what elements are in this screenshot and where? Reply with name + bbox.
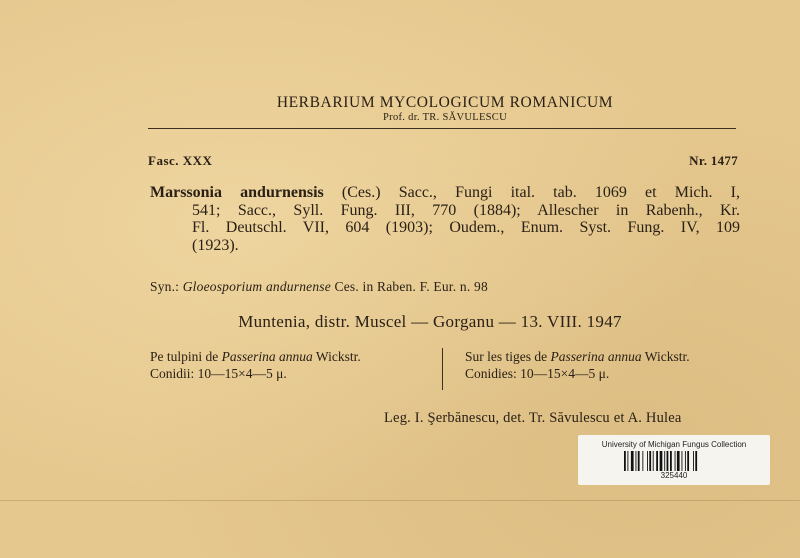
conidia-fr: Conidies: 10—15×4—5 μ. — [465, 366, 610, 381]
citation-line-1: (Ces.) Sacc., Fungi ital. tab. 1069 et Mich. I, — [323, 184, 740, 201]
citation-line-2: 541; Sacc., Syll. Fung. III, 770 (1884); Allescher in Rabenh., Kr. — [192, 201, 740, 219]
conidia-ro: Conidii: 10—15×4—5 μ. — [150, 366, 287, 381]
herbarium-title: HERBARIUM MYCOLOGICUM ROMANICUM — [276, 94, 614, 111]
herbarium-subtitle: Prof. dr. TR. SĂVULESCU — [383, 112, 507, 123]
host-french — [465, 348, 690, 382]
header-rule — [148, 128, 736, 129]
host-ro-name: Passerina annua — [221, 349, 313, 364]
species-citation — [150, 184, 740, 254]
synonym-name: Gloeosporium andurnense — [182, 279, 331, 294]
host-romanian — [150, 348, 361, 382]
species-name: Marssonia andurnensis — [150, 184, 324, 201]
host-fr-author: Wickstr. — [641, 349, 690, 364]
column-divider — [442, 348, 443, 390]
host-ro-author: Wickstr. — [312, 349, 361, 364]
synonym-line — [150, 279, 488, 295]
collection-locality: Muntenia, distr. Muscel — Gorganu — 13. VIII. 1947 — [238, 312, 622, 331]
barcode-institution: University of Michigan Fungus Collection — [601, 440, 747, 449]
collector-determiner: Leg. I. Şerbănescu, det. Tr. Săvulescu et A. Hulea — [384, 410, 682, 426]
barcode-label — [578, 435, 770, 485]
barcode-number: 325440 — [660, 471, 688, 480]
barcode-bars — [624, 451, 724, 471]
fascicle-number: Fasc. XXX — [148, 153, 213, 168]
paper-fold-line — [0, 500, 800, 501]
host-fr-prefix: Sur les tiges de — [465, 349, 551, 364]
synonym-reference: Ces. in Raben. F. Eur. n. 98 — [330, 279, 488, 294]
citation-line-4: (1923). — [192, 236, 239, 254]
host-fr-name: Passerina annua — [550, 349, 642, 364]
citation-line-3: Fl. Deutschl. VII, 604 (1903); Oudem., Enum. Syst. Fung. IV, 109 — [192, 219, 740, 236]
host-ro-prefix: Pe tulpini de — [150, 349, 222, 364]
specimen-number: Nr. 1477 — [689, 153, 738, 168]
synonym-prefix: Syn.: — [150, 279, 183, 294]
